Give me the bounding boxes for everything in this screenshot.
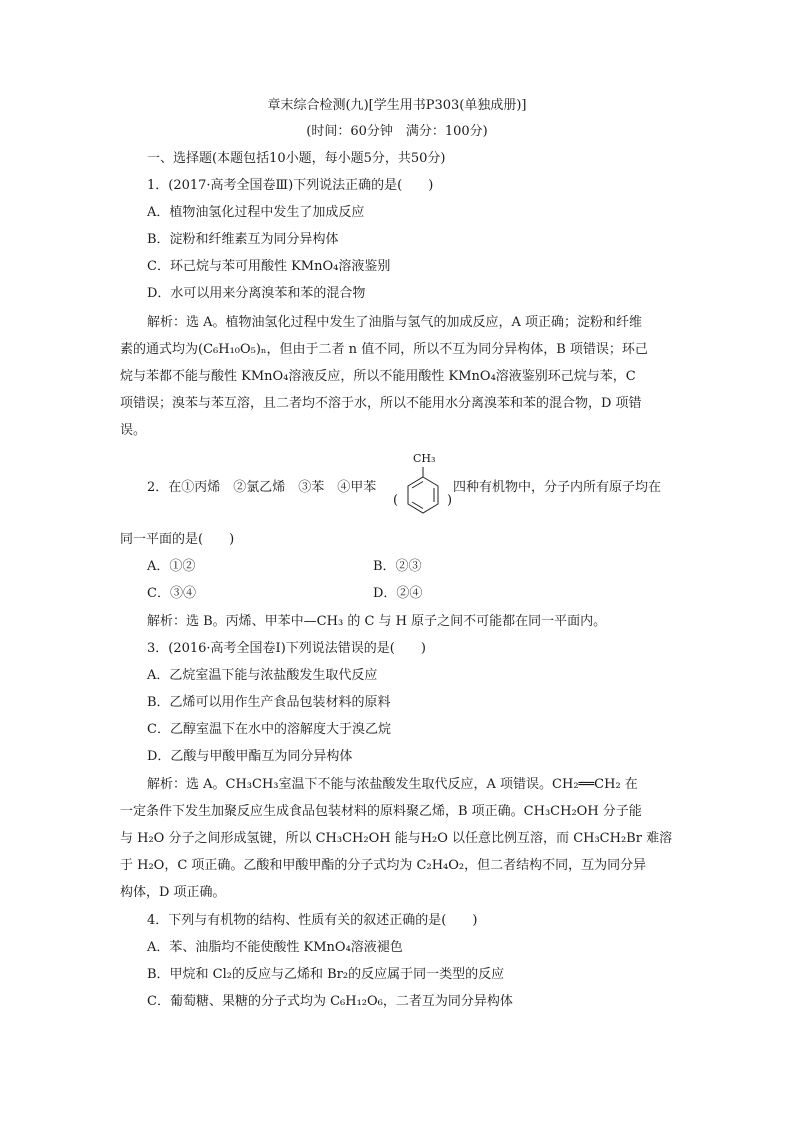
q2-analysis: 解析：选 B。丙烯、甲苯中—CH₃ 的 C 与 H 原子之间不可能都在同一平面内。 [147, 614, 607, 629]
q1-analysis-line: 解析：选 A。植物油氢化过程中发生了油脂与氢气的加成反应，A 项正确；淀粉和纤维 [147, 315, 643, 330]
q2-option-b: B．②③ [373, 559, 422, 574]
q4-option-c: C．葡萄糖、果糖的分子式均为 C₆H₁₂O₆，二者互为同分异构体 [147, 994, 513, 1009]
q3-analysis-line: 解析：选 A。CH₃CH₃室温下不能与浓盐酸发生取代反应，A 项错误。CH₂══CH₂ 在 [147, 777, 638, 792]
q1-stem: 1．(2017·高考全国卷Ⅲ)下列说法正确的是( ) [147, 178, 434, 193]
q3-analysis-line: 构体，D 项正确。 [120, 885, 226, 900]
q2-stem-part1: 2．在①丙烯 ②氯乙烯 ③苯 ④甲苯 [147, 480, 377, 495]
q3-analysis-line: 与 H₂O 分子之间形成氢键，所以 CH₃CH₂OH 能与H₂O 以任意比例互溶，而 CH₃CH₂Br 难溶 [120, 831, 673, 846]
q1-option-a: A．植物油氢化过程中发生了加成反应 [147, 205, 365, 220]
time-score-line: (时间：60分钟 满分：100分) [306, 124, 488, 139]
q2-option-a: A．①② [147, 559, 196, 574]
q1-option-c: C．环己烷与苯可用酸性 KMnO₄溶液鉴别 [147, 259, 391, 274]
q1-analysis-line: 项错误；溴苯与苯互溶，且二者均不溶于水，所以不能用水分离溴苯和苯的混合物，D 项错 [120, 396, 642, 411]
q3-option-a: A．乙烷室温下能与浓盐酸发生取代反应 [147, 668, 378, 683]
q3-option-b: B．乙烯可以用作生产食品包装材料的原料 [147, 695, 391, 710]
q2-option-c: C．③④ [147, 586, 196, 601]
q1-analysis-line: 烷与苯都不能与酸性 KMnO₄溶液反应，所以不能用酸性 KMnO₄溶液鉴别环己烷与苯，C [120, 369, 636, 384]
q1-option-d: D．水可以用来分离溴苯和苯的混合物 [147, 286, 366, 301]
q1-analysis-line: 误。 [120, 423, 147, 438]
q2-paren-open: ( [393, 493, 399, 508]
document-title: 章末综合检测(九)[学生用书P303(单独成册)] [267, 98, 527, 113]
q3-stem: 3．(2016·高考全国卷Ⅰ)下列说法错误的是( ) [147, 641, 426, 656]
section-heading: 一、选择题(本题包括10小题，每小题5分，共50分) [147, 151, 446, 166]
q4-option-a: A．苯、油脂均不能使酸性 KMnO₄溶液褪色 [147, 940, 403, 955]
q1-option-b: B．淀粉和纤维素互为同分异构体 [147, 232, 339, 247]
ch3-label: CH₃ [413, 452, 436, 465]
q2-option-d: D．②④ [373, 586, 423, 601]
q3-analysis-line: 于 H₂O，C 项正确。乙酸和甲酸甲酯的分子式均为 C₂H₄O₂，但二者结构不同，互为同分异 [120, 858, 647, 873]
q1-analysis-line: 素的通式均为(C₆H₁₀O₅)ₙ，但由于二者 n 值不同，所以不互为同分异构体，B 项错误；环己 [120, 342, 648, 357]
q3-option-c: C．乙醇室温下在水中的溶解度大于溴乙烷 [147, 722, 391, 737]
toluene-structure-icon [390, 451, 454, 527]
q3-option-d: D．乙酸与甲酸甲酯互为同分异构体 [147, 749, 353, 764]
q4-stem: 4．下列与有机物的结构、性质有关的叙述正确的是( ) [147, 913, 478, 928]
q2-stem-part3: 同一平面的是( ) [120, 532, 235, 547]
q2-stem-part2: 四种有机物中，分子内所有原子均在 [453, 480, 662, 495]
q3-analysis-line: 一定条件下发生加聚反应生成食品包装材料的原料聚乙烯，B 项正确。CH₃CH₂OH 分子能 [120, 804, 642, 819]
q2-paren-close: ) [447, 493, 453, 508]
q4-option-b: B．甲烷和 Cl₂的反应与乙烯和 Br₂的反应属于同一类型的反应 [147, 967, 505, 982]
